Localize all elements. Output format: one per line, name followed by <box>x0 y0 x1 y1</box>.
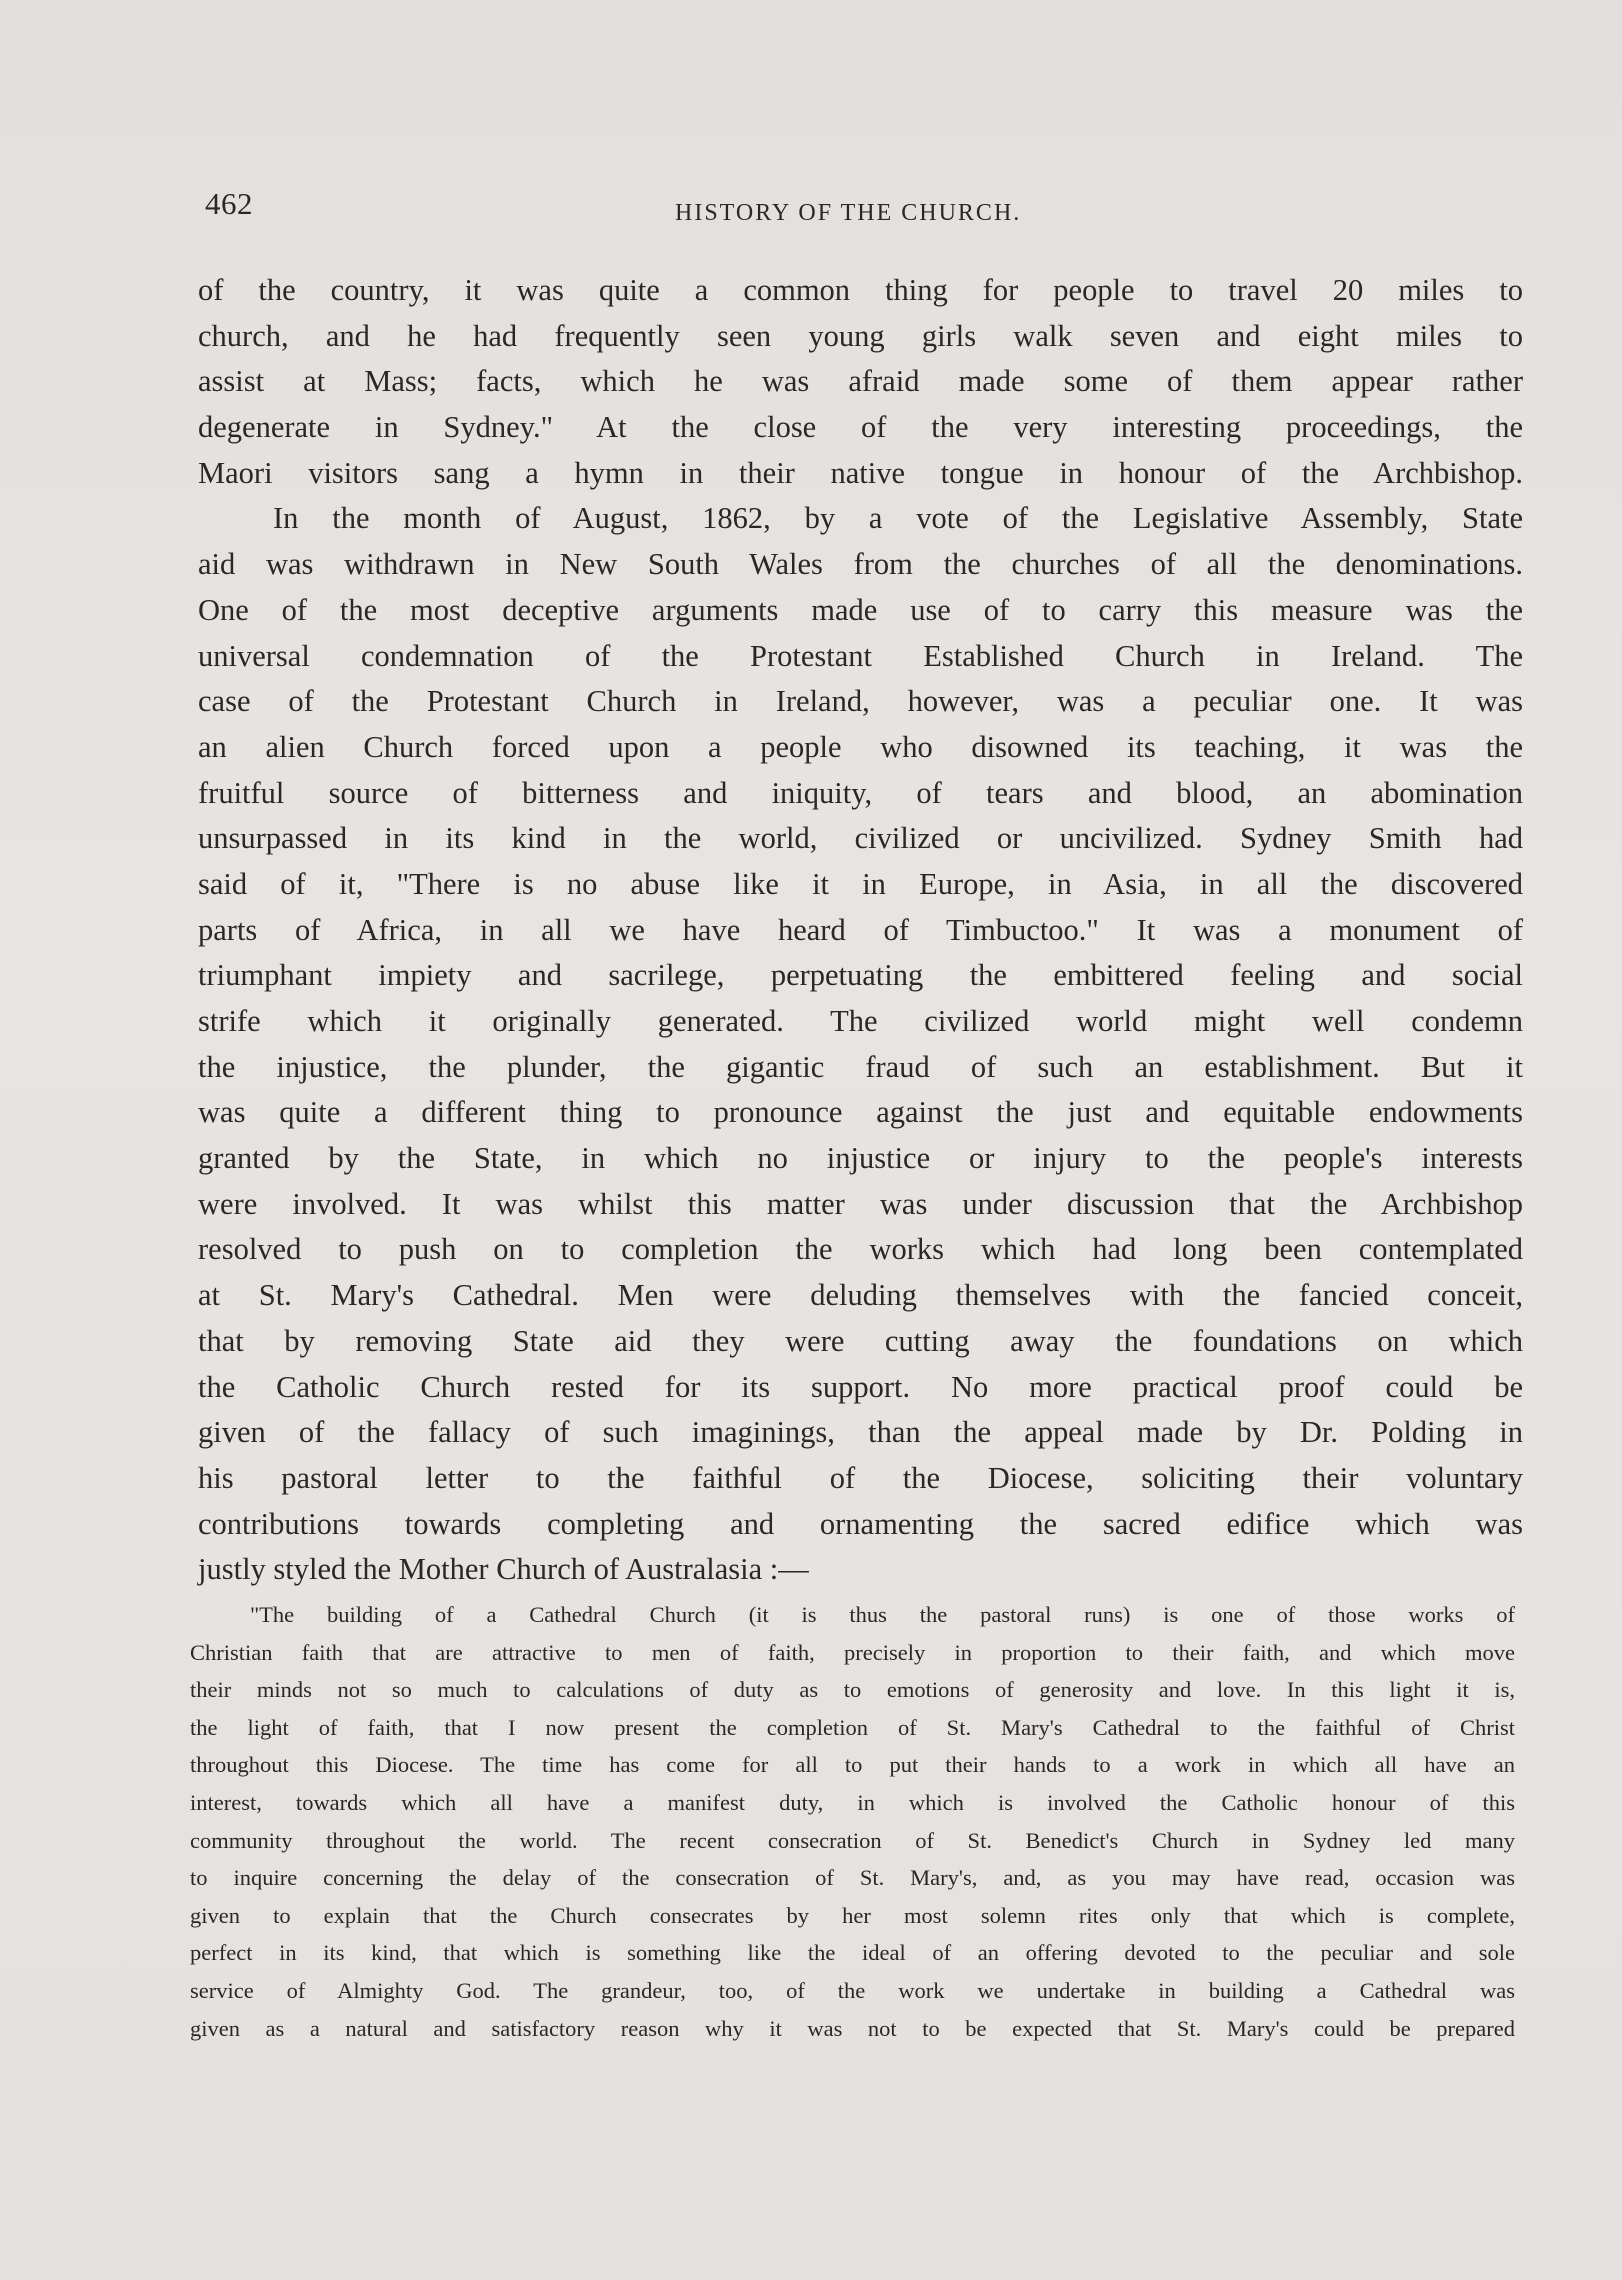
quote-line: service of Almighty God. The grandeur, too, of the work we undertake in building a Cathedral was <box>190 1977 1515 2003</box>
quote-line: given to explain that the Church consecrates by her most solemn rites only that which is complete, <box>190 1902 1515 1928</box>
text-line: fruitful source of bitterness and iniquity, of tears and blood, an abomination <box>198 775 1523 810</box>
text-line: Maori visitors sang a hymn in their native tongue in honour of the Archbishop. <box>198 455 1523 490</box>
text-line: said of it, "There is no abuse like it in Europe, in Asia, in all the discovered <box>198 866 1523 901</box>
text-line: at St. Mary's Cathedral. Men were deluding themselves with the fancied conceit, <box>198 1278 1523 1313</box>
text-line: of the country, it was quite a common thing for people to travel 20 miles to <box>198 273 1523 307</box>
page-number: 462 <box>205 186 253 221</box>
text-line: strife which it originally generated. The civilized world might well condemn <box>198 1004 1523 1038</box>
quote-line: to inquire concerning the delay of the consecration of St. Mary's, and, as you may have read, occasion was <box>190 1865 1515 1891</box>
text-line: degenerate in Sydney." At the close of the very interesting proceedings, the <box>198 410 1523 445</box>
text-line: unsurpassed in its kind in the world, civilized or uncivilized. Sydney Smith had <box>198 821 1523 856</box>
quote-start-line: "The building of a Cathedral Church (it is thus the pastoral runs) is one of those works of <box>250 1602 1515 1627</box>
text-line: church, and he had frequently seen young girls walk seven and eight miles to <box>198 318 1523 353</box>
page-header <box>205 186 1520 234</box>
text-line: contributions towards completing and ornamenting the sacred edifice which was <box>198 1506 1523 1541</box>
quote-line: their minds not so much to calculations of duty as to emotions of generosity and love. In this light it is, <box>190 1677 1515 1703</box>
body-text <box>198 268 1523 1593</box>
text-line: resolved to push on to completion the works which had long been contemplated <box>198 1232 1523 1267</box>
text-line: that by removing State aid they were cutting away the foundations on which <box>198 1323 1523 1358</box>
quote-line: interest, towards which all have a manifest duty, in which is involved the Catholic honour of this <box>190 1789 1515 1815</box>
text-line: were involved. It was whilst this matter was under discussion that the Archbishop <box>198 1186 1523 1221</box>
text-line: case of the Protestant Church in Ireland, however, was a peculiar one. It was <box>198 684 1523 719</box>
quote-line: perfect in its kind, that which is something like the ideal of an offering devoted to the peculiar and sole <box>190 1940 1515 1966</box>
text-line: the Catholic Church rested for its support. No more practical proof could be <box>198 1369 1523 1404</box>
text-line: given of the fallacy of such imaginings, than the appeal made by Dr. Polding in <box>198 1415 1523 1450</box>
text-line: was quite a different thing to pronounce against the just and equitable endowments <box>198 1095 1523 1130</box>
text-line: universal condemnation of the Protestant Established Church in Ireland. The <box>198 638 1523 673</box>
quote-line: Christian faith that are attractive to men of faith, precisely in proportion to their faith, and which move <box>190 1639 1515 1665</box>
text-line: aid was withdrawn in New South Wales from the churches of all the denominations. <box>198 547 1523 582</box>
text-line: assist at Mass; facts, which he was afraid made some of them appear rather <box>198 364 1523 399</box>
text-line: parts of Africa, in all we have heard of Timbuctoo." It was a monument of <box>198 912 1523 947</box>
quote-line: community throughout the world. The recent consecration of St. Benedict's Church in Sydney led many <box>190 1827 1515 1853</box>
pastoral-letter-quote <box>190 1596 1515 2047</box>
quote-line: throughout this Diocese. The time has come for all to put their hands to a work in which all have an <box>190 1752 1515 1778</box>
quote-line: given as a natural and satisfactory reason why it was not to be expected that St. Mary's could be prepared <box>190 2015 1515 2041</box>
text-line: the injustice, the plunder, the gigantic fraud of such an establishment. But it <box>198 1049 1523 1084</box>
text-line: granted by the State, in which no injustice or injury to the people's interests <box>198 1141 1523 1176</box>
text-line: his pastoral letter to the faithful of the Diocese, soliciting their voluntary <box>198 1460 1523 1495</box>
text-line: an alien Church forced upon a people who disowned its teaching, it was the <box>198 729 1523 764</box>
text-line: justly styled the Mother Church of Australasia :— <box>198 1552 809 1587</box>
text-line: triumphant impiety and sacrilege, perpetuating the embittered feeling and social <box>198 958 1523 993</box>
paragraph-start-line: In the month of August, 1862, by a vote of the Legislative Assembly, State <box>273 501 1523 536</box>
running-head: HISTORY OF THE CHURCH. <box>675 200 1022 226</box>
quote-line: the light of faith, that I now present the completion of St. Mary's Cathedral to the faithful of Christ <box>190 1714 1515 1740</box>
text-line: One of the most deceptive arguments made use of to carry this measure was the <box>198 592 1523 627</box>
